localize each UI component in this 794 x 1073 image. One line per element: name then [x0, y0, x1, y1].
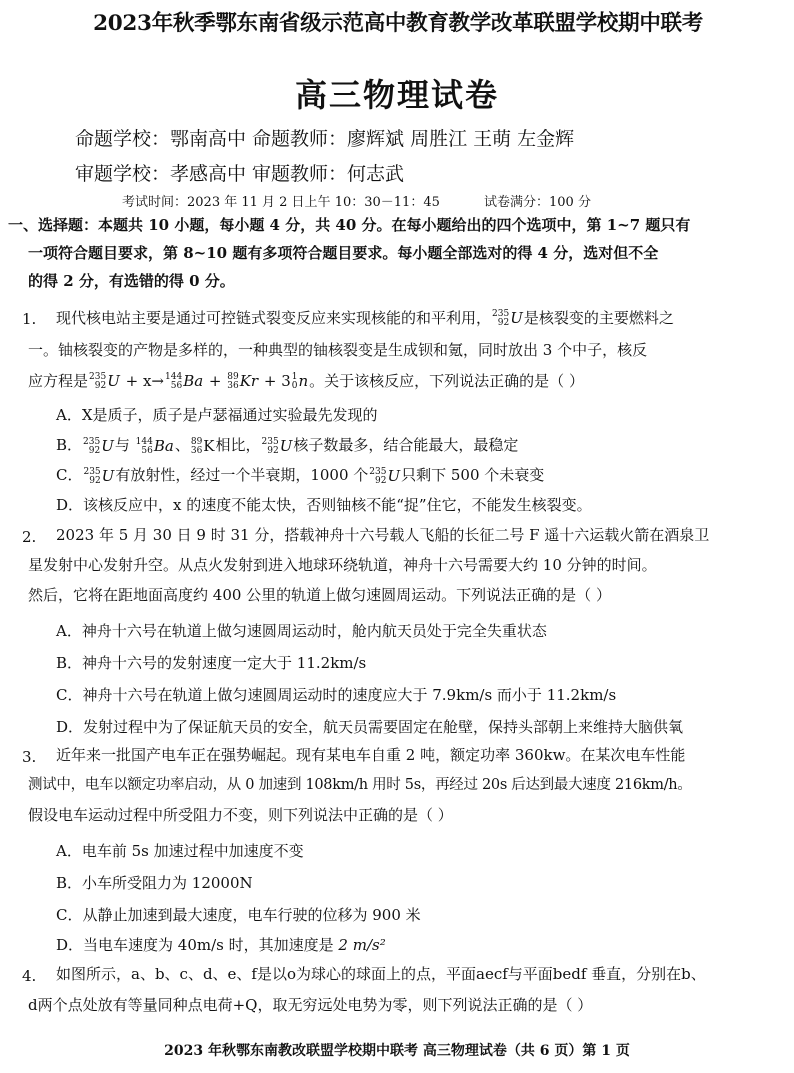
page-footer: 2023 年秋鄂东南教改联盟学校期中联考 高三物理试卷（共 6 页）第 1 页 [164, 1043, 630, 1059]
q3-option-d: D．当电车速度为 40m/s 时，其加速度是 2 m/s² [56, 936, 386, 954]
q1-option-c: C． 235 92 U有放射性，经过一个半衰期，1000 个 235 92 U只剩下 500 个未衰变 [56, 466, 545, 486]
q1-option-b: B． 235 92 U与 144 56 Ba、 89 36 K相比， 235 92 U核子数最多，结合能最大，最稳定 [56, 436, 519, 456]
q3-option-c: C．从静止加速到最大速度，电车行驶的位移为 900 米 [56, 906, 421, 924]
q3-option-a: A．电车前 5s 加速过程中加速度不变 [56, 842, 304, 860]
exam-time: 考试时间：2023 年 11 月 2 日上午 10：30－11：45 [122, 195, 440, 210]
q2-option-b: B．神舟十六号的发射速度一定大于 11.2km/s [56, 654, 367, 672]
exam-info [122, 191, 631, 210]
question-number: 1. [22, 310, 37, 328]
subject-title: 高三物理试卷 [294, 76, 499, 114]
question-number: 3. [22, 748, 37, 766]
q2-option-a: A．神舟十六号在轨道上做匀速圆周运动时，舱内航天员处于完全失重状态 [56, 622, 547, 640]
q2-line1: 2023 年 5 月 30 日 9 时 31 分，搭载神舟十六号载人飞船的长征二号 F 遥十六运载火箭在酒泉卫 [56, 526, 710, 544]
q1-line3: 应方程是 235 92 U + x→ 144 56 Ba + 89 36 Kr + 3 1 0 n。关于该核反应，下列说法正确的是（ ） [28, 372, 584, 391]
q1-line2: 一。铀核裂变的产物是多样的，一种典型的铀核裂变是生成钡和氪，同时放出 3 个中子，核反 [28, 341, 648, 359]
q1-option-d: D．该核反应中，x 的速度不能太快，否则铀核不能“捉”住它，不能发生核裂变。 [56, 496, 592, 514]
question-number: 2. [22, 528, 37, 546]
q1-line1: 现代核电站主要是通过可控链式裂变反应来实现核能的和平利用， 235 92 U是核裂变的主要燃料之 [56, 309, 674, 328]
section-instructions-3: 的得 2 分，有选错的得 0 分。 [28, 272, 235, 290]
q3-option-b: B．小车所受阻力为 12000N [56, 874, 253, 892]
isotope-u235: 235 92 U [492, 309, 523, 328]
q3-line2: 测试中，电车以额定功率启动，从 0 加速到 108km/h 用时 5s，再经过 20s 后达到最大速度 216km/h。 [28, 777, 692, 793]
q3-line3: 假设电车运动过程中所受阻力不变，则下列说法中正确的是（ ） [28, 806, 453, 824]
setter-line: 命题学校：鄂南高中 命题教师：廖辉斌 周胜江 王萌 左金辉 [75, 128, 575, 150]
q2-line3: 然后，它将在距地面高度约 400 公里的轨道上做匀速圆周运动。下列说法正确的是（ ） [28, 586, 611, 604]
section-instructions-2: 一项符合题目要求，第 8~10 题有多项符合题目要求。每小题全部选对的得 4 分，选对但不全 [28, 244, 659, 262]
q4-line2: d两个点处放有等量同种点电荷+Q，取无穷远处电势为零，则下列说法正确的是（ ） [28, 996, 593, 1014]
q4-line1: 如图所示，a、b、c、d、e、f是以o为球心的球面上的点，平面aecf与平面bedf 垂直，分别在b、 [56, 965, 706, 983]
exam-title: 2023年秋季鄂东南省级示范高中教育教学改革联盟学校期中联考 [93, 11, 703, 36]
q1-option-a: A．X是质子，质子是卢瑟福通过实验最先发现的 [56, 406, 378, 424]
section-heading: 一、选择题：本题共 10 小题，每小题 4 分，共 40 分。在每小题给出的四个选项中，第 1~7 题只有 [8, 216, 691, 234]
q2-option-d: D．发射过程中为了保证航天员的安全，航天员需要固定在舱壁，保持头部朝上来维持大脑供氧 [56, 718, 684, 736]
q3-line1: 近年来一批国产电车正在强势崛起。现有某电车自重 2 吨，额定功率 360kw。在某次电车性能 [56, 746, 686, 764]
question-number: 4. [22, 967, 37, 985]
q2-option-c: C．神舟十六号在轨道上做匀速圆周运动时的速度应大于 7.9km/s 而小于 11.2km/s [56, 686, 617, 704]
full-score: 试卷满分：100 分 [484, 195, 591, 210]
reviewer-line: 审题学校：孝感高中 审题教师：何志武 [75, 163, 405, 185]
q2-line2: 星发射中心发射升空。从点火发射到进入地球环绕轨道，神舟十六号需要大约 10 分钟的时间。 [28, 556, 657, 574]
